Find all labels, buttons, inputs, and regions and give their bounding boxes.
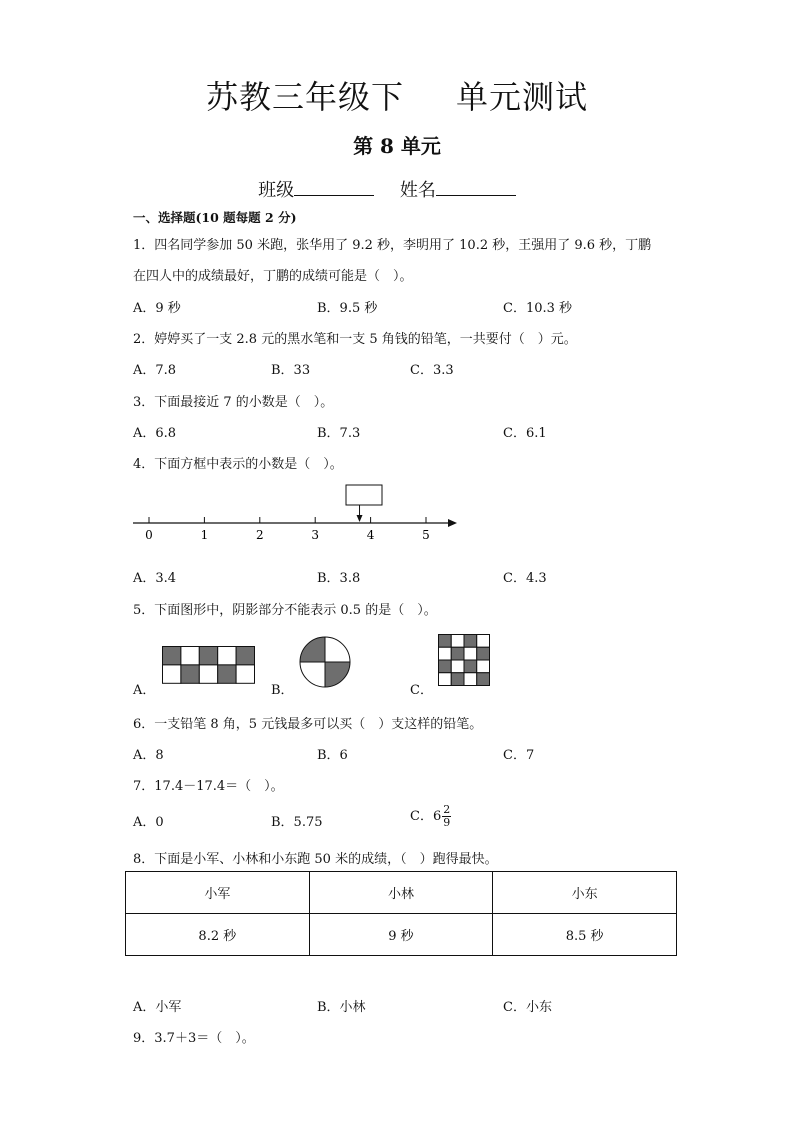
grid-cell	[464, 673, 477, 686]
answer-box	[346, 485, 382, 505]
q1-option-b[interactable]: B．9.5 秒	[317, 301, 378, 316]
table-header-cell: 小林	[309, 872, 493, 914]
grid-cell	[181, 665, 199, 683]
number-line-tick-label: 0	[145, 528, 153, 542]
figure-c-grid	[438, 634, 490, 686]
q2-option-a[interactable]: A．7.8	[133, 363, 177, 378]
q3-option-a[interactable]: A．6.8	[133, 426, 177, 441]
q5-option-a[interactable]: A．	[133, 683, 156, 698]
grid-cell	[464, 647, 477, 660]
question-8: 8．下面是小军、小林和小东跑 50 米的成绩，（ ）跑得最快。	[133, 852, 498, 867]
grid-cell	[236, 665, 254, 683]
score-table	[125, 871, 677, 956]
q8-option-c[interactable]: C．小东	[503, 1000, 552, 1015]
q6-option-b[interactable]: B．6	[317, 748, 348, 763]
grid-cell	[439, 635, 452, 648]
fraction-numerator: 2	[443, 803, 451, 816]
grid-cell	[451, 673, 464, 686]
q7-option-b[interactable]: B．5.75	[271, 815, 323, 830]
number-line-tick-label: 1	[200, 528, 209, 542]
q5-option-b[interactable]: B．	[271, 683, 294, 698]
q3-option-c[interactable]: C．6.1	[503, 426, 547, 441]
q7-option-c[interactable]	[410, 804, 451, 829]
q5-option-c[interactable]: C．	[410, 683, 433, 698]
q3-option-b[interactable]: B．7.3	[317, 426, 361, 441]
grid-cell	[477, 673, 490, 686]
question-1-line-1: 1．四名同学参加 50 米跑，张华用了 9.2 秒，李明用了 10.2 秒，王强用了 9.6 秒，丁鹏	[133, 238, 652, 253]
grid-cell	[451, 647, 464, 660]
q2-option-c[interactable]: C．3.3	[410, 363, 454, 378]
q6-option-c[interactable]: C．7	[503, 748, 535, 763]
grid-cell	[464, 635, 477, 648]
grid-cell	[199, 647, 217, 665]
question-6: 6．一支铅笔 8 角，5 元钱最多可以买（ ）支这样的铅笔。	[133, 717, 483, 732]
q7-option-c-fraction	[442, 804, 451, 829]
grid-cell	[439, 660, 452, 673]
grid-cell	[439, 647, 452, 660]
table-cell: 8.2 秒	[126, 914, 310, 956]
q1-option-a[interactable]: A．9 秒	[133, 301, 181, 316]
grid-cell	[451, 635, 464, 648]
grid-cell	[477, 647, 490, 660]
question-3: 3．下面最接近 7 的小数是（ ）。	[133, 395, 334, 410]
unit-subtitle: 第 8 单元	[353, 134, 441, 158]
grid-cell	[199, 665, 217, 683]
q7-option-a[interactable]: A．0	[133, 815, 164, 830]
class-label: 班级	[258, 180, 295, 201]
number-line-tick-label: 4	[366, 528, 375, 542]
q2-option-b[interactable]: B．33	[271, 363, 311, 378]
grid-cell	[181, 647, 199, 665]
table-row	[126, 914, 677, 956]
number-line-tick-label: 5	[422, 528, 430, 542]
grid-cell	[477, 635, 490, 648]
table-header-cell: 小军	[126, 872, 310, 914]
q4-option-b[interactable]: B．3.8	[317, 571, 361, 586]
number-line-tick-label: 2	[255, 528, 264, 542]
number-line-tick-label: 3	[311, 528, 320, 542]
question-1-line-2: 在四人中的成绩最好，丁鹏的成绩可能是（ ）。	[133, 269, 413, 284]
table-header-cell: 小东	[493, 872, 677, 914]
title-right: 单元测试	[456, 78, 589, 116]
figure-b-circle	[298, 635, 352, 689]
grid-cell	[236, 647, 254, 665]
q4-option-c[interactable]: C．4.3	[503, 571, 547, 586]
q7-option-c-whole: C．6	[410, 809, 442, 824]
q1-option-c[interactable]: C．10.3 秒	[503, 301, 573, 316]
question-7: 7．17.4－17.4＝（ ）。	[133, 779, 284, 794]
grid-cell	[163, 665, 181, 683]
figure-a-grid	[162, 646, 255, 686]
grid-cell	[464, 660, 477, 673]
grid-cell	[218, 647, 236, 665]
table-header-row	[126, 872, 677, 914]
grid-cell	[439, 673, 452, 686]
question-2: 2．婷婷买了一支 2.8 元的黑水笔和一支 5 角钱的铅笔，一共要付（ ）元。	[133, 332, 577, 347]
grid-cell	[163, 647, 181, 665]
grid-cell	[218, 665, 236, 683]
table-cell: 9 秒	[309, 914, 493, 956]
section-title: 一、选择题(10 题每题 2 分)	[133, 210, 297, 225]
q8-option-a[interactable]: A．小军	[133, 1000, 182, 1015]
box-pointer-arrowhead	[357, 515, 363, 522]
grid-cell	[451, 660, 464, 673]
q8-option-b[interactable]: B．小林	[317, 1000, 366, 1015]
title-left: 苏教三年级下	[205, 78, 404, 116]
table-cell: 8.5 秒	[493, 914, 677, 956]
fraction-denominator: 9	[443, 816, 451, 829]
question-4: 4．下面方框中表示的小数是（ ）。	[133, 457, 343, 472]
grid-cell	[477, 660, 490, 673]
number-line-arrow	[448, 519, 457, 527]
question-9: 9．3.7＋3＝（ ）。	[133, 1031, 255, 1046]
name-label: 姓名	[399, 180, 436, 201]
question-5: 5．下面图形中，阴影部分不能表示 0.5 的是（ ）。	[133, 603, 437, 618]
q6-option-a[interactable]: A．8	[133, 748, 164, 763]
q4-option-a[interactable]: A．3.4	[133, 571, 177, 586]
